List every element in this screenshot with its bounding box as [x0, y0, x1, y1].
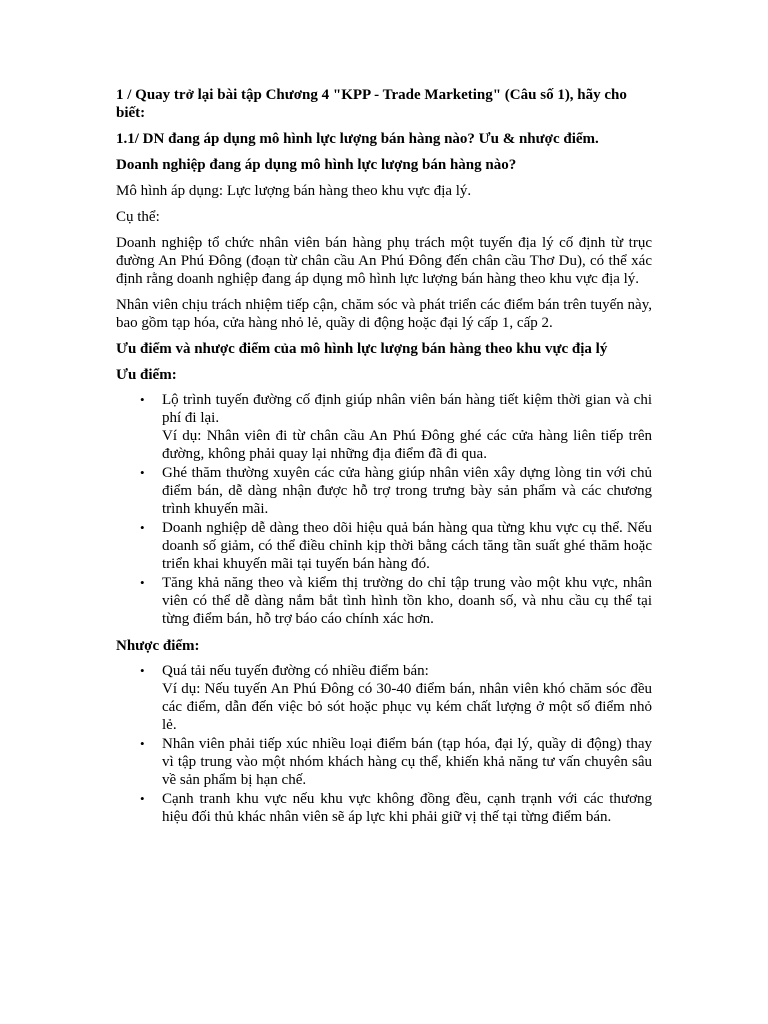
question-1-1: 1.1/ DN đang áp dụng mô hình lực lượng bán hàng nào? Ưu & nhược điểm. — [116, 131, 599, 147]
list-item — [140, 735, 652, 789]
bullet-icon: • — [140, 736, 145, 751]
question-title: 1 / Quay trở lại bài tập Chương 4 "KPP - Trade Marketing" (Câu số 1), hãy cho biết: — [116, 87, 627, 121]
paragraph-responsibility: Nhân viên chịu trách nhiệm tiếp cận, chăm sóc và phát triển các điểm bán trên tuyến này, bao gồm tạp hóa, cửa hàng nhỏ lẻ, quầy di động hoặc đại lý cấp 1, cấp 2. — [116, 297, 652, 331]
list-item-example: Ví dụ: Nếu tuyến An Phú Đông có 30-40 điểm bán, nhân viên khó chăm sóc đều các điểm, dẫn đến việc bỏ sót hoặc phục vụ kém chất lượng ở một số điểm nhỏ lẻ. — [162, 681, 652, 733]
list-item — [140, 790, 652, 826]
bullet-icon: • — [140, 575, 145, 590]
list-item-text: Cạnh tranh khu vực nếu khu vực không đồng đều, cạnh trạnh với các thương hiệu đối thủ khác nhân viên sẽ áp lực khi phải giữ vị thế tại từng điểm bán. — [162, 791, 652, 825]
cons-list — [116, 662, 652, 826]
list-item-text: Doanh nghiệp dễ dàng theo dõi hiệu quả bán hàng qua từng khu vực cụ thể. Nếu doanh số giảm, có thể điều chỉnh kịp thời bằng cách tăng tần suất ghé thăm hoặc triển khai khuyến mãi tại tuyến bán hàng đó. — [162, 520, 652, 572]
bullet-icon: • — [140, 520, 145, 535]
list-item-text: Tăng khả năng theo và kiểm thị trường do chỉ tập trung vào một khu vực, nhân viên có thể dễ dàng nắm bắt tình hình tồn kho, doanh số, và nhu cầu cụ thể tại từng điểm bán, hỗ trợ báo cáo chính xác hơn. — [162, 575, 652, 627]
list-item — [140, 391, 652, 463]
bullet-icon: • — [140, 465, 145, 480]
list-item — [140, 519, 652, 573]
cons-heading: Nhược điểm: — [116, 638, 200, 654]
list-item-text: Quá tải nếu tuyến đường có nhiều điểm bán: — [162, 663, 429, 679]
list-item — [140, 662, 652, 734]
paragraph-organization: Doanh nghiệp tổ chức nhân viên bán hàng phụ trách một tuyến địa lý cố định từ trục đường An Phú Đông (đoạn từ chân cầu An Phú Đông đến chân cầu Thơ Du), có thể xác định rằng doanh nghiệp đang áp dụng mô hình lực lượng bán hàng theo khu vực địa lý. — [116, 235, 652, 287]
bullet-icon: • — [140, 392, 145, 407]
pros-cons-heading: Ưu điểm và nhược điểm của mô hình lực lượng bán hàng theo khu vực địa lý — [116, 341, 608, 357]
list-item — [140, 464, 652, 518]
list-item-text: Lộ trình tuyến đường cố định giúp nhân viên bán hàng tiết kiệm thời gian và chi phí đi lại. — [162, 392, 652, 426]
bullet-icon: • — [140, 663, 145, 678]
specifically-label: Cụ thể: — [116, 209, 160, 225]
list-item — [140, 574, 652, 628]
list-item-example: Ví dụ: Nhân viên đi từ chân cầu An Phú Đông ghé các cửa hàng liên tiếp trên đường, không phải quay lại những địa điểm đã đi qua. — [162, 428, 652, 462]
bullet-icon: • — [140, 791, 145, 806]
model-applied-text: Mô hình áp dụng: Lực lượng bán hàng theo khu vực địa lý. — [116, 183, 472, 199]
list-item-text: Nhân viên phải tiếp xúc nhiều loại điểm bán (tạp hóa, đại lý, quầy di động) thay vì tập trung vào một nhóm khách hàng cụ thể, khiến khả năng tư vấn chuyên sâu về sản phẩm bị hạn chế. — [162, 736, 652, 788]
pros-heading: Ưu điểm: — [116, 367, 177, 383]
pros-list — [116, 391, 652, 628]
model-subheading: Doanh nghiệp đang áp dụng mô hình lực lượng bán hàng nào? — [116, 157, 517, 173]
list-item-text: Ghé thăm thường xuyên các cửa hàng giúp nhân viên xây dựng lòng tin với chủ điểm bán, dễ dàng nhận được hỗ trợ trong trưng bày sản phẩm và các chương trình khuyến mãi. — [162, 465, 652, 517]
